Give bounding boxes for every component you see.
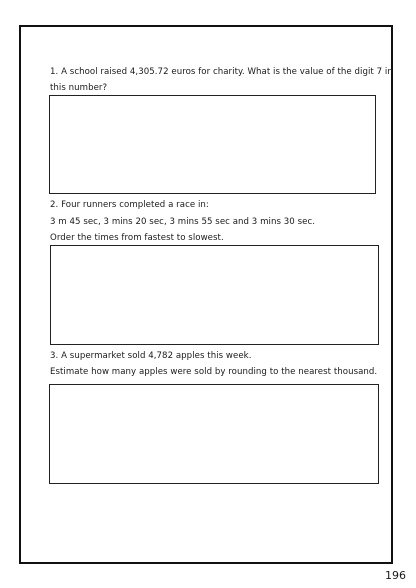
question-2-line-3: Order the times from fastest to slowest. [50,233,224,243]
question-1-answer-box[interactable] [49,95,376,194]
question-2-line-1: 2. Four runners completed a race in: [50,200,209,210]
question-3-line-1: 3. A supermarket sold 4,782 apples this week. [50,351,252,361]
question-1-line-1: 1. A school raised 4,305.72 euros for charity. What is the value of the digit 7 in [50,67,393,77]
question-1-line-2: this number? [50,83,108,93]
question-2-line-2: 3 m 45 sec, 3 mins 20 sec, 3 mins 55 sec and 3 mins 30 sec. [50,217,316,227]
question-3-line-2: Estimate how many apples were sold by rounding to the nearest thousand. [50,367,378,377]
page-number: 196 [385,569,406,582]
question-3-answer-box[interactable] [49,384,379,484]
question-2-answer-box[interactable] [50,245,379,345]
